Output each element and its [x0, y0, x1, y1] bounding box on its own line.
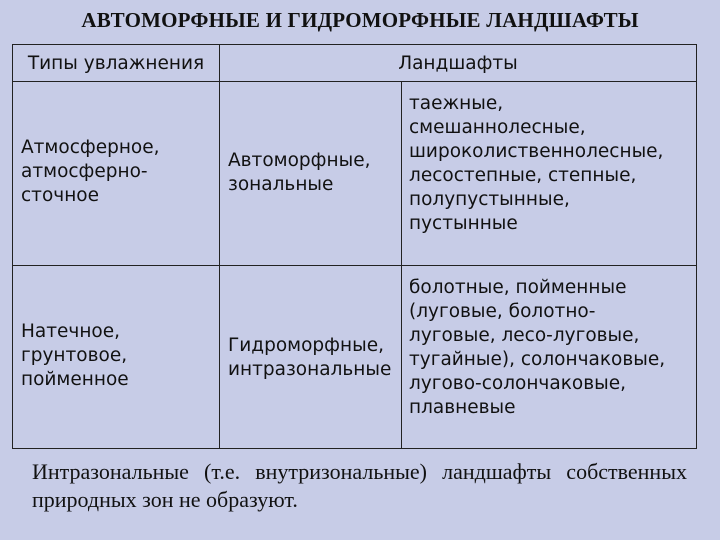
- column-divider-2: [401, 82, 402, 448]
- footnote: Интразональные (т.е. внутризональные) ландшафты собственных природных зон не образуют.: [32, 459, 687, 512]
- header-divider: [13, 81, 696, 82]
- row2-category: Гидроморфные, интразональные: [228, 335, 392, 380]
- page-title: АВТОМОРФНЫЕ И ГИДРОМОРФНЫЕ ЛАНДШАФТЫ: [81, 8, 639, 32]
- row1-moisture: Атмосферное, атмосферно- сточное: [21, 137, 160, 206]
- column-divider-1: [219, 45, 220, 448]
- row2-moisture: Натечное, грунтовое, пойменное: [21, 321, 129, 390]
- landscape-table: [12, 44, 697, 449]
- row1-category: Автоморфные, зональные: [228, 150, 371, 195]
- row1-examples: таежные, смешаннолесные, широколиственнолесные, лесостепные, степные, полупустынные, пустынные: [409, 93, 664, 234]
- header-landscapes: Ландшафты: [398, 53, 518, 74]
- row2-examples: болотные, пойменные (луговые, болотно- луговые, лесо-луговые, тугайные), солончаковые, лугово-солончаковые, плавневые: [409, 277, 666, 418]
- row-divider: [13, 265, 696, 266]
- header-moisture-types: Типы увлажнения: [27, 53, 205, 74]
